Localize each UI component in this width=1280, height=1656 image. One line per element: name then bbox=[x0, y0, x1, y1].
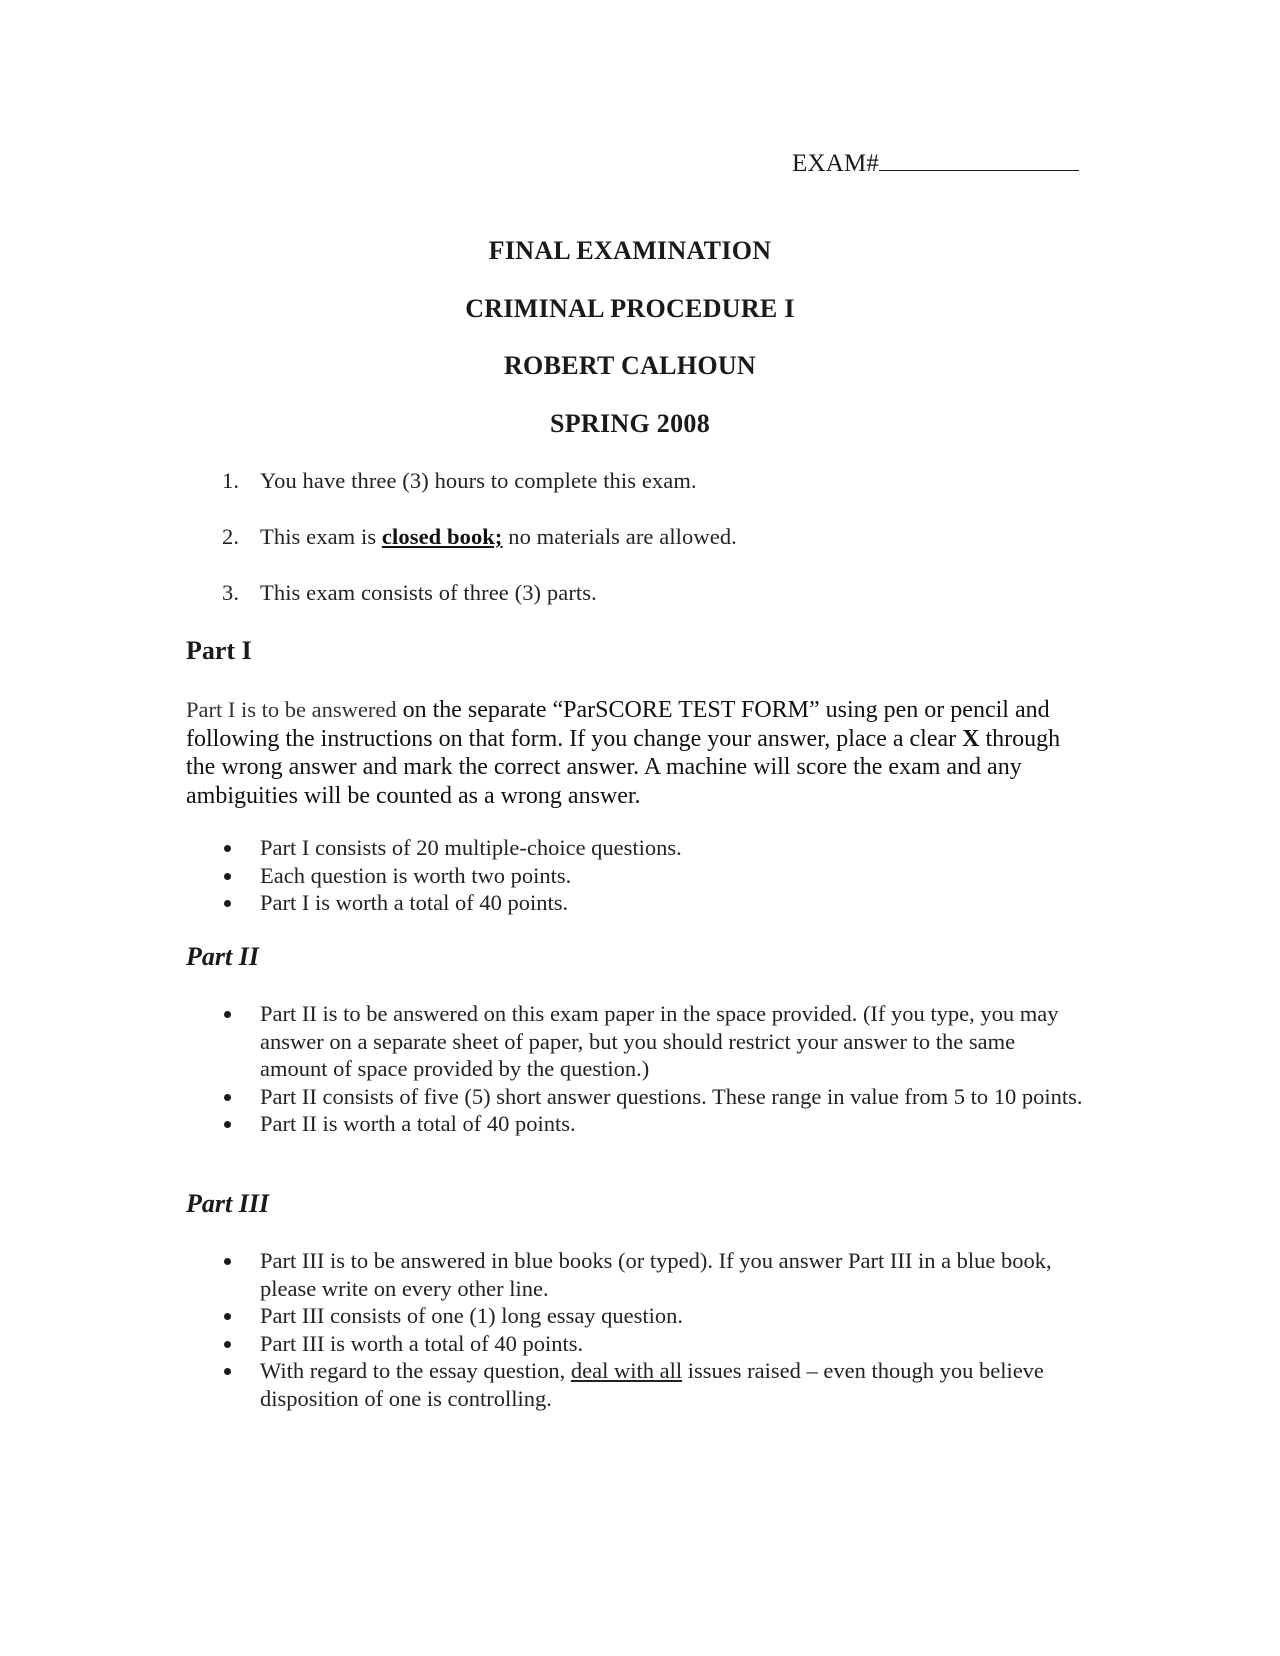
exam-number-blank bbox=[879, 148, 1079, 171]
list-item bbox=[186, 1110, 1086, 1138]
list-item-text: Part I consists of 20 multiple-choice questions. bbox=[260, 835, 682, 860]
instruction-item bbox=[222, 524, 737, 550]
list-item bbox=[186, 1302, 1086, 1330]
bullet-icon bbox=[224, 845, 231, 852]
part-1-paragraph-x: X bbox=[962, 725, 980, 752]
list-item-text: Part III is to be answered in blue books (or typed). If you answer Part III in a blue book, please write on every other line. bbox=[260, 1248, 1052, 1301]
exam-title: FINAL EXAMINATION bbox=[488, 236, 772, 265]
part-1-paragraph-lead: Part I is to be answered bbox=[186, 697, 397, 722]
instruction-text-pre: This exam is bbox=[260, 524, 382, 549]
list-item bbox=[186, 1000, 1086, 1083]
exam-number-field bbox=[792, 148, 1079, 178]
list-item-text-pre: With regard to the essay question, bbox=[260, 1358, 571, 1383]
part-3-heading: Part III bbox=[186, 1189, 270, 1218]
list-item-text: Part II is worth a total of 40 points. bbox=[260, 1111, 576, 1136]
list-item-text: Part I is worth a total of 40 points. bbox=[260, 890, 569, 915]
part-1-paragraph bbox=[186, 696, 1086, 810]
bullet-icon bbox=[224, 873, 231, 880]
part-2-bullet-list bbox=[186, 1000, 1086, 1138]
instruction-item bbox=[222, 468, 697, 494]
list-item bbox=[186, 1357, 1086, 1412]
bullet-icon bbox=[224, 1121, 231, 1128]
exam-number-label: EXAM# bbox=[792, 150, 880, 177]
part-2-heading: Part II bbox=[186, 942, 259, 971]
list-item-text: Each question is worth two points. bbox=[260, 862, 572, 888]
instructor-name: ROBERT CALHOUN bbox=[503, 351, 756, 380]
list-item bbox=[186, 834, 1086, 862]
course-title: CRIMINAL PROCEDURE I bbox=[465, 294, 795, 323]
part-1-heading: Part I bbox=[186, 636, 252, 665]
bullet-icon bbox=[224, 1341, 231, 1348]
instruction-text: This exam consists of three (3) parts. bbox=[260, 580, 597, 605]
instruction-item bbox=[222, 580, 597, 606]
instruction-text-post: no materials are allowed. bbox=[502, 524, 737, 549]
instruction-number: 2. bbox=[222, 524, 240, 549]
list-item-text-post: issues raised – even though you believe disposition of one is controlling. bbox=[260, 1358, 1044, 1411]
part-1-bullet-list bbox=[186, 834, 1086, 917]
instruction-number: 3. bbox=[222, 580, 240, 605]
bullet-icon bbox=[224, 1368, 231, 1375]
part-1-paragraph-text: on the separate “ParSCORE TEST FORM” using pen or pencil and following the instructions on that form. If you change your answer, place a clear bbox=[186, 697, 1050, 752]
list-item bbox=[186, 1330, 1086, 1358]
instruction-text: You have three (3) hours to complete this exam. bbox=[260, 468, 697, 493]
list-item-text: Part III is worth a total of 40 points. bbox=[260, 1330, 584, 1356]
term-label: SPRING 2008 bbox=[549, 409, 711, 438]
list-item bbox=[186, 862, 1086, 890]
bullet-icon bbox=[224, 1258, 231, 1265]
deal-with-all-emphasis: deal with all bbox=[570, 1358, 683, 1383]
list-item-text: Part II consists of five (5) short answer questions. These range in value from 5 to 10 points. bbox=[260, 1083, 1083, 1109]
list-item bbox=[186, 889, 1086, 917]
bullet-icon bbox=[224, 1094, 231, 1101]
list-item-text: Part III consists of one (1) long essay question. bbox=[260, 1303, 684, 1328]
list-item bbox=[186, 1083, 1086, 1111]
instruction-number: 1. bbox=[222, 468, 240, 493]
bullet-icon bbox=[224, 1313, 231, 1320]
part-1-paragraph-text-end: through the wrong answer and mark the correct answer. A machine will score the exam and any ambiguities will be counted as a wrong answer. bbox=[186, 725, 1061, 809]
bullet-icon bbox=[224, 1011, 231, 1018]
closed-book-emphasis: closed book; bbox=[381, 524, 503, 549]
part-3-bullet-list bbox=[186, 1247, 1086, 1412]
bullet-icon bbox=[224, 900, 231, 907]
list-item-text: Part II is to be answered on this exam paper in the space provided. (If you type, you may answer on a separate sheet of paper, but you should restrict your answer to the same amount of space provided by the question.) bbox=[260, 1001, 1059, 1081]
list-item bbox=[186, 1247, 1086, 1302]
